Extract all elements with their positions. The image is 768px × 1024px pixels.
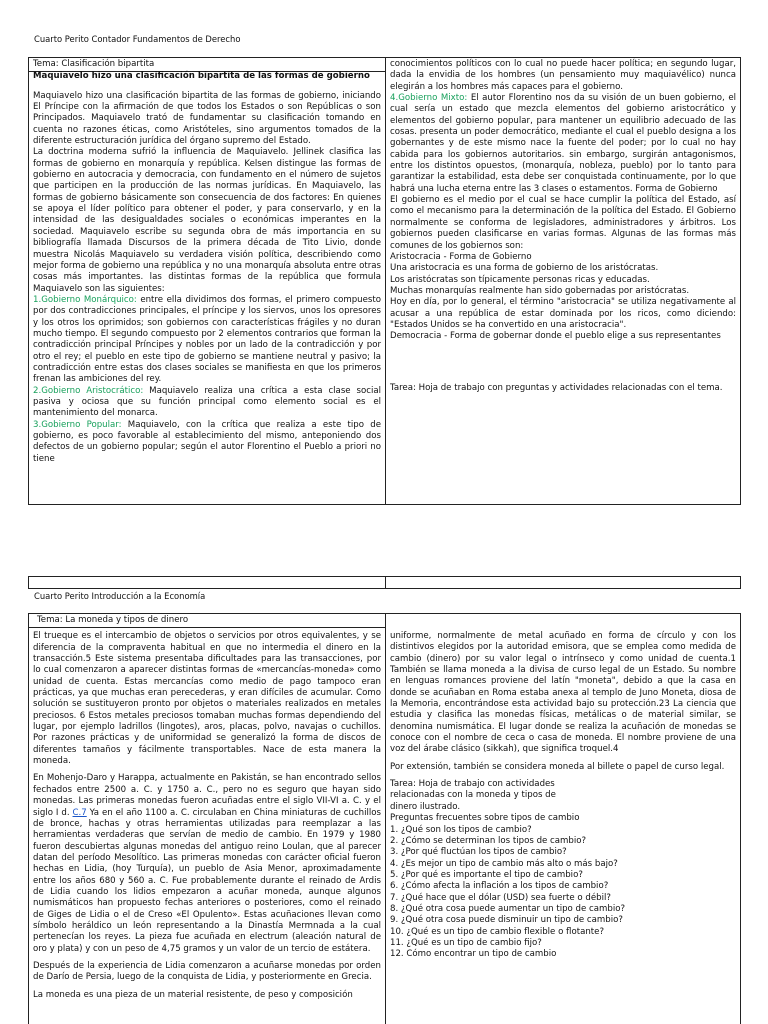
faq-question: 12. Cómo encontrar un tipo de cambio	[390, 949, 557, 960]
item-text: Maquiavelo, con la crítica que realiza a este tipo de gobierno, es poco favorable al establecimiento del mismo, anteponiendo dos defectos de un gobierno popular; según el autor Florentino el Pueblo a priori no tiene	[33, 419, 381, 464]
page1-right-column	[386, 58, 740, 504]
page2-empty-row	[28, 576, 741, 589]
page1-right-paragraph-1: conocimientos políticos con lo cual no puede hacer política; en segundo lugar, dada la envidia de los hombres (un pensamiento muy maquiavélico) nunca elegirán a los hombres más capaces para el gobierno.	[390, 59, 736, 92]
paragraph-text: En Mohenjo-Daro y Harappa, actualmente en Pakistán, se han encontrado sellos fechados entre 2500 a. C. y 1750 a. C., pero no es seguro que hayan sido monedas. Las primeras monedas fueron acuñadas entre el siglo VII-VI a. C. y el siglo I d.	[33, 773, 381, 818]
page2-paragraph-3: Después de la experiencia de Lidia comenzaron a acuñarse monedas por orden de Darío de Persia, luego de la conquista de Lidia, y posteriormente en Grecia.	[33, 960, 381, 983]
page1-item-4	[390, 93, 736, 195]
page1-line-5: Hoy en día, por lo general, el término "aristocracia" se utiliza negativamente al acusar a una república de estar dominada por los ricos, como diciendo: "Estados Unidos se ha convertido en una aristocracia".	[390, 297, 736, 330]
page1-item-3	[33, 420, 381, 465]
item-label: 3.Gobierno Popular:	[33, 419, 122, 430]
page1-header: Cuarto Perito Contador Fundamentos de Derecho	[34, 34, 241, 44]
page1-left-column	[29, 58, 386, 504]
faq-question: 10. ¿Qué es un tipo de cambio flexible o flotante?	[390, 926, 605, 937]
page1-tema: Tema: Clasificación bipartita	[33, 59, 155, 69]
page2-header: Cuarto Perito Introducción a la Economía	[34, 591, 206, 601]
page1-line-4: Muchas monarquías realmente han sido gobernadas por aristócratas.	[390, 285, 690, 296]
page1-line-6: Democracia - Forma de gobernar donde el pueblo elige a sus representantes	[390, 331, 721, 342]
page2-paragraph-2	[33, 773, 381, 955]
page2-tema-cell	[29, 615, 385, 628]
faq-question: 1. ¿Qué son los tipos de cambio?	[390, 824, 532, 835]
faq-question: 8. ¿Qué otra cosa puede aumentar un tipo de cambio?	[390, 903, 626, 914]
page1-line-2: Una aristocracia es una forma de gobierno de los aristócratas.	[390, 263, 659, 274]
page2-right-paragraph-1: uniforme, normalmente de metal acuñado en forma de círculo y con los distintivos elegidos por la autoridad emisora, que se emplea como medida de cambio (dinero) por su valor legal o intrínseco y como unidad de cuenta.1 También se llama moneda a la divisa de curso legal de un Estado. Su nombre en lenguas romances proviene del latín "moneta", debido a que la casa en donde se acuñaban en Roma estaba anexa al templo de Juno Moneta, diosa de la Memoria, encontrándose esta actividad bajo su protección.23 La ciencia que estudia y clasifica las monedas físicas, metálicas o de material similar, se denomina numismática. El lugar donde se realiza la acuñación de monedas se conoce con el nombre de ceca o casa de moneda. El nombre proviene de una voz del árabe clásico (sikkah), que significa troquel.4	[390, 631, 736, 755]
page1-paragraph-2: La doctrina moderna sufrió la influencia de Maquiavelo. Jellinek clasifica las formas de gobierno en monarquía y república. Kelsen distingue las formas de gobierno en autocracia y democracia, con fundamento en el número de sujetos que participen en la producción de las normas jurídicas. En Maquiavelo, las formas de gobierno básicamente son consecuencia de dos factores: En quienes se apoya el líder político para obtener el poder, y para conservarlo, y en la intensidad de las desigualdades sociales o económicas imperantes en la sociedad. Maquiavelo escribe su segunda obra de más importancia en su bibliografía llamada Discursos de la primera década de Tito Livio, donde muestra Nicolás Maquiavelo su verdadera visión política, describiendo como mejor forma de gobierno una república y no una monarquía absoluta entre otras cosas más importantes. las distintas formas de la república que formula Maquiavelo son las siguientes:	[33, 147, 381, 294]
page1-paragraph-1: Maquiavelo hizo una clasificación bipartita de las formas de gobierno, iniciando El Príncipe con la afirmación de que todos los Estados o son Repúblicas o son Principados. Maquiavelo trató de fundamentar su clasificación tomando en cuenta no razones éticas, como Aristóteles, sino argumentos tomados de la diferente estructuración jurídica del órgano supremo del Estado.	[33, 90, 381, 147]
faq-question: 2. ¿Cómo se determinan los tipos de cambio?	[390, 835, 587, 846]
page2-faq-title: Preguntas frecuentes sobre tipos de cambio	[390, 813, 580, 824]
page1-tarea: Tarea: Hoja de trabajo con preguntas y actividades relacionadas con el tema.	[390, 382, 723, 393]
faq-question: 6. ¿Cómo afecta la inflación a los tipos de cambio?	[390, 881, 609, 892]
faq-question: 3. ¿Por qué fluctúan los tipos de cambio?	[390, 847, 567, 858]
page1-subtitle: Maquiavelo hizo una clasificación bipartita de las formas de gobierno	[33, 71, 370, 82]
item-text: El autor Florentino nos da su visión de un buen gobierno, el cual sería un estado que mezcla elementos del gobierno aristocrático y elementos del gobierno popular, para mantener un equilibrio adecuado de las cosas. presenta un poder democrático, mediante el cual el pueblo designa a los gobernantes y de este mismo nace la fuente del poder; por lo cual no hay cabida para los gobiernos autoritarios. sin embargo, surgirán antagonismos, entre los distintos opuestos, (monarquía, nobleza, pueblo) por lo tanto para garantizar la estabilidad, esta debe ser conquistada continuamente, por lo que habrá una lucha eterna entre las 3 clases o estamentos. Forma de Gobierno	[390, 93, 736, 194]
faq-question: 9. ¿Qué otra cosa puede disminuir un tipo de cambio?	[390, 915, 623, 926]
page2-paragraph-4: La moneda es una pieza de un material resistente, de peso y composición	[33, 989, 353, 1000]
faq-question: 5. ¿Por qué es importante el tipo de cambio?	[390, 869, 583, 880]
item-text: Maquiavelo realiza una crítica a esta clase social pasiva y ociosa que su función principal como elemento social es el mantenimiento del monarca.	[33, 385, 381, 419]
page2-right-column	[386, 614, 740, 1024]
page1-line-3: Los aristócratas son típicamente personas ricas y educadas.	[390, 274, 650, 285]
page1-right-paragraph-2: El gobierno es el medio por el cual se hace cumplir la política del Estado, así como el mecanismo para la determinación de la política del Estado. El Gobierno normalmente se conforma de legisladores, administradores y árbitros. Los gobiernos pueden clasificarse en varias formas. Algunas de las formas más comunes de los gobiernos son:	[390, 195, 736, 251]
faq-list	[390, 825, 736, 961]
faq-question: 7. ¿Qué hace que el dólar (USD) sea fuerte o débil?	[390, 892, 611, 903]
paragraph-text: Ya en el año 1100 a. C. circulaban en China miniaturas de cuchillos de bronce, hachas y otras herramientas utilizadas para reemplazar a las herramientas verdaderas que servían de medio de cambio. En 1979 y 1980 fueron descubiertas algunas monedas del antiguo reino Loulan, que al parecer datan del período Mesolítico. Las primeras monedas con carácter oficial fueron hechas en Lidia, (hoy Turquía), un pueblo de Asia Menor, aproximadamente entre los años 680 y 560 a. C. Fue probablemente durante el reinado de Ardis de Lidia cuando los lidios empezaron a acuñar moneda, aunque algunos numismáticos han propuesto fechas anteriores o posteriores, como el reinado de Giges de Lidia o el de Creso «El Opulento». Estas acuñaciones llevan como símbolo heráldico un león representando a la Dinastía Mermnada a la cual pertenecían los reyes. La pieza fue acuñada en electrum (aleación natural de oro y plata) y con un peso de 4,75 gramos y un valor de un tercio de estátera.	[33, 807, 381, 954]
page1-line-1: Aristocracia - Forma de Gobierno	[390, 251, 532, 262]
page2-tema: Tema: La moneda y tipos de dinero	[37, 615, 189, 625]
page2-right-paragraph-2: Por extensión, también se considera moneda al billete o papel de curso legal.	[390, 761, 725, 772]
page2-table	[28, 613, 741, 1024]
faq-question: 11. ¿Qué es un tipo de cambio fijo?	[390, 937, 542, 948]
reference-link[interactable]: C.7	[72, 807, 87, 818]
page2-left-column	[29, 614, 386, 1024]
page1-table	[28, 57, 741, 505]
item-label: 1.Gobierno Monárquico:	[33, 294, 137, 305]
page1-item-1	[33, 295, 381, 386]
item-label: 2.Gobierno Aristocrático:	[33, 385, 144, 396]
page2-paragraph-1: El trueque es el intercambio de objetos o servicios por otros equivalentes, y se diferencia de la compraventa habitual en que no intermedia el dinero en la transacción.5 Este sistema presentaba dificultades para las transacciones, por lo cual comenzaron a aparecer distintas formas de «mercancías-moneda» como unidad de cuenta. Estas mercancías como medio de pago tampoco eran prácticas, ya que muchas eran perecederas, y eran difíciles de acumular. Como solución se sustituyeron pronto por objetos o materiales realizados en metales preciosos. 6 Estos metales preciosos tomaban muchas formas dependiendo del lugar, por ejemplo ladrillos (lingotes), aros, placas, polvo, navajas o cuchillos. Por razones prácticas y de uniformidad se generalizó la forma de discos de diferentes tamaños y fácilmente transportables. Nace de esta manera la moneda.	[33, 631, 381, 767]
page2-tarea: Tarea: Hoja de trabajo con actividades relacionadas con la moneda y tipos de dinero ilustrado.	[390, 779, 556, 812]
faq-question: 4. ¿Es mejor un tipo de cambio más alto o más bajo?	[390, 858, 618, 869]
item-label: 4.Gobierno Mixto:	[390, 93, 468, 104]
page1-item-2	[33, 386, 381, 420]
item-text: entre ella dividimos dos formas, el primero compuesto por dos contradicciones principales, el príncipe y los siervos, unos los opresores y los otros los oprimidos; son gobiernos con características frágiles y no duran mucho tiempo. El segundo compuesto por 2 elementos contrarios que forman la contradicción principal Príncipes y nobles por un lado de la contradicción y por otro el rey; el pueblo en este tipo de gobierno se mantiene neutral y pasivo; la contradicción entre estas dos clases sociales se manifiesta en que los primeros frenan las ambiciones del rey.	[33, 294, 382, 385]
